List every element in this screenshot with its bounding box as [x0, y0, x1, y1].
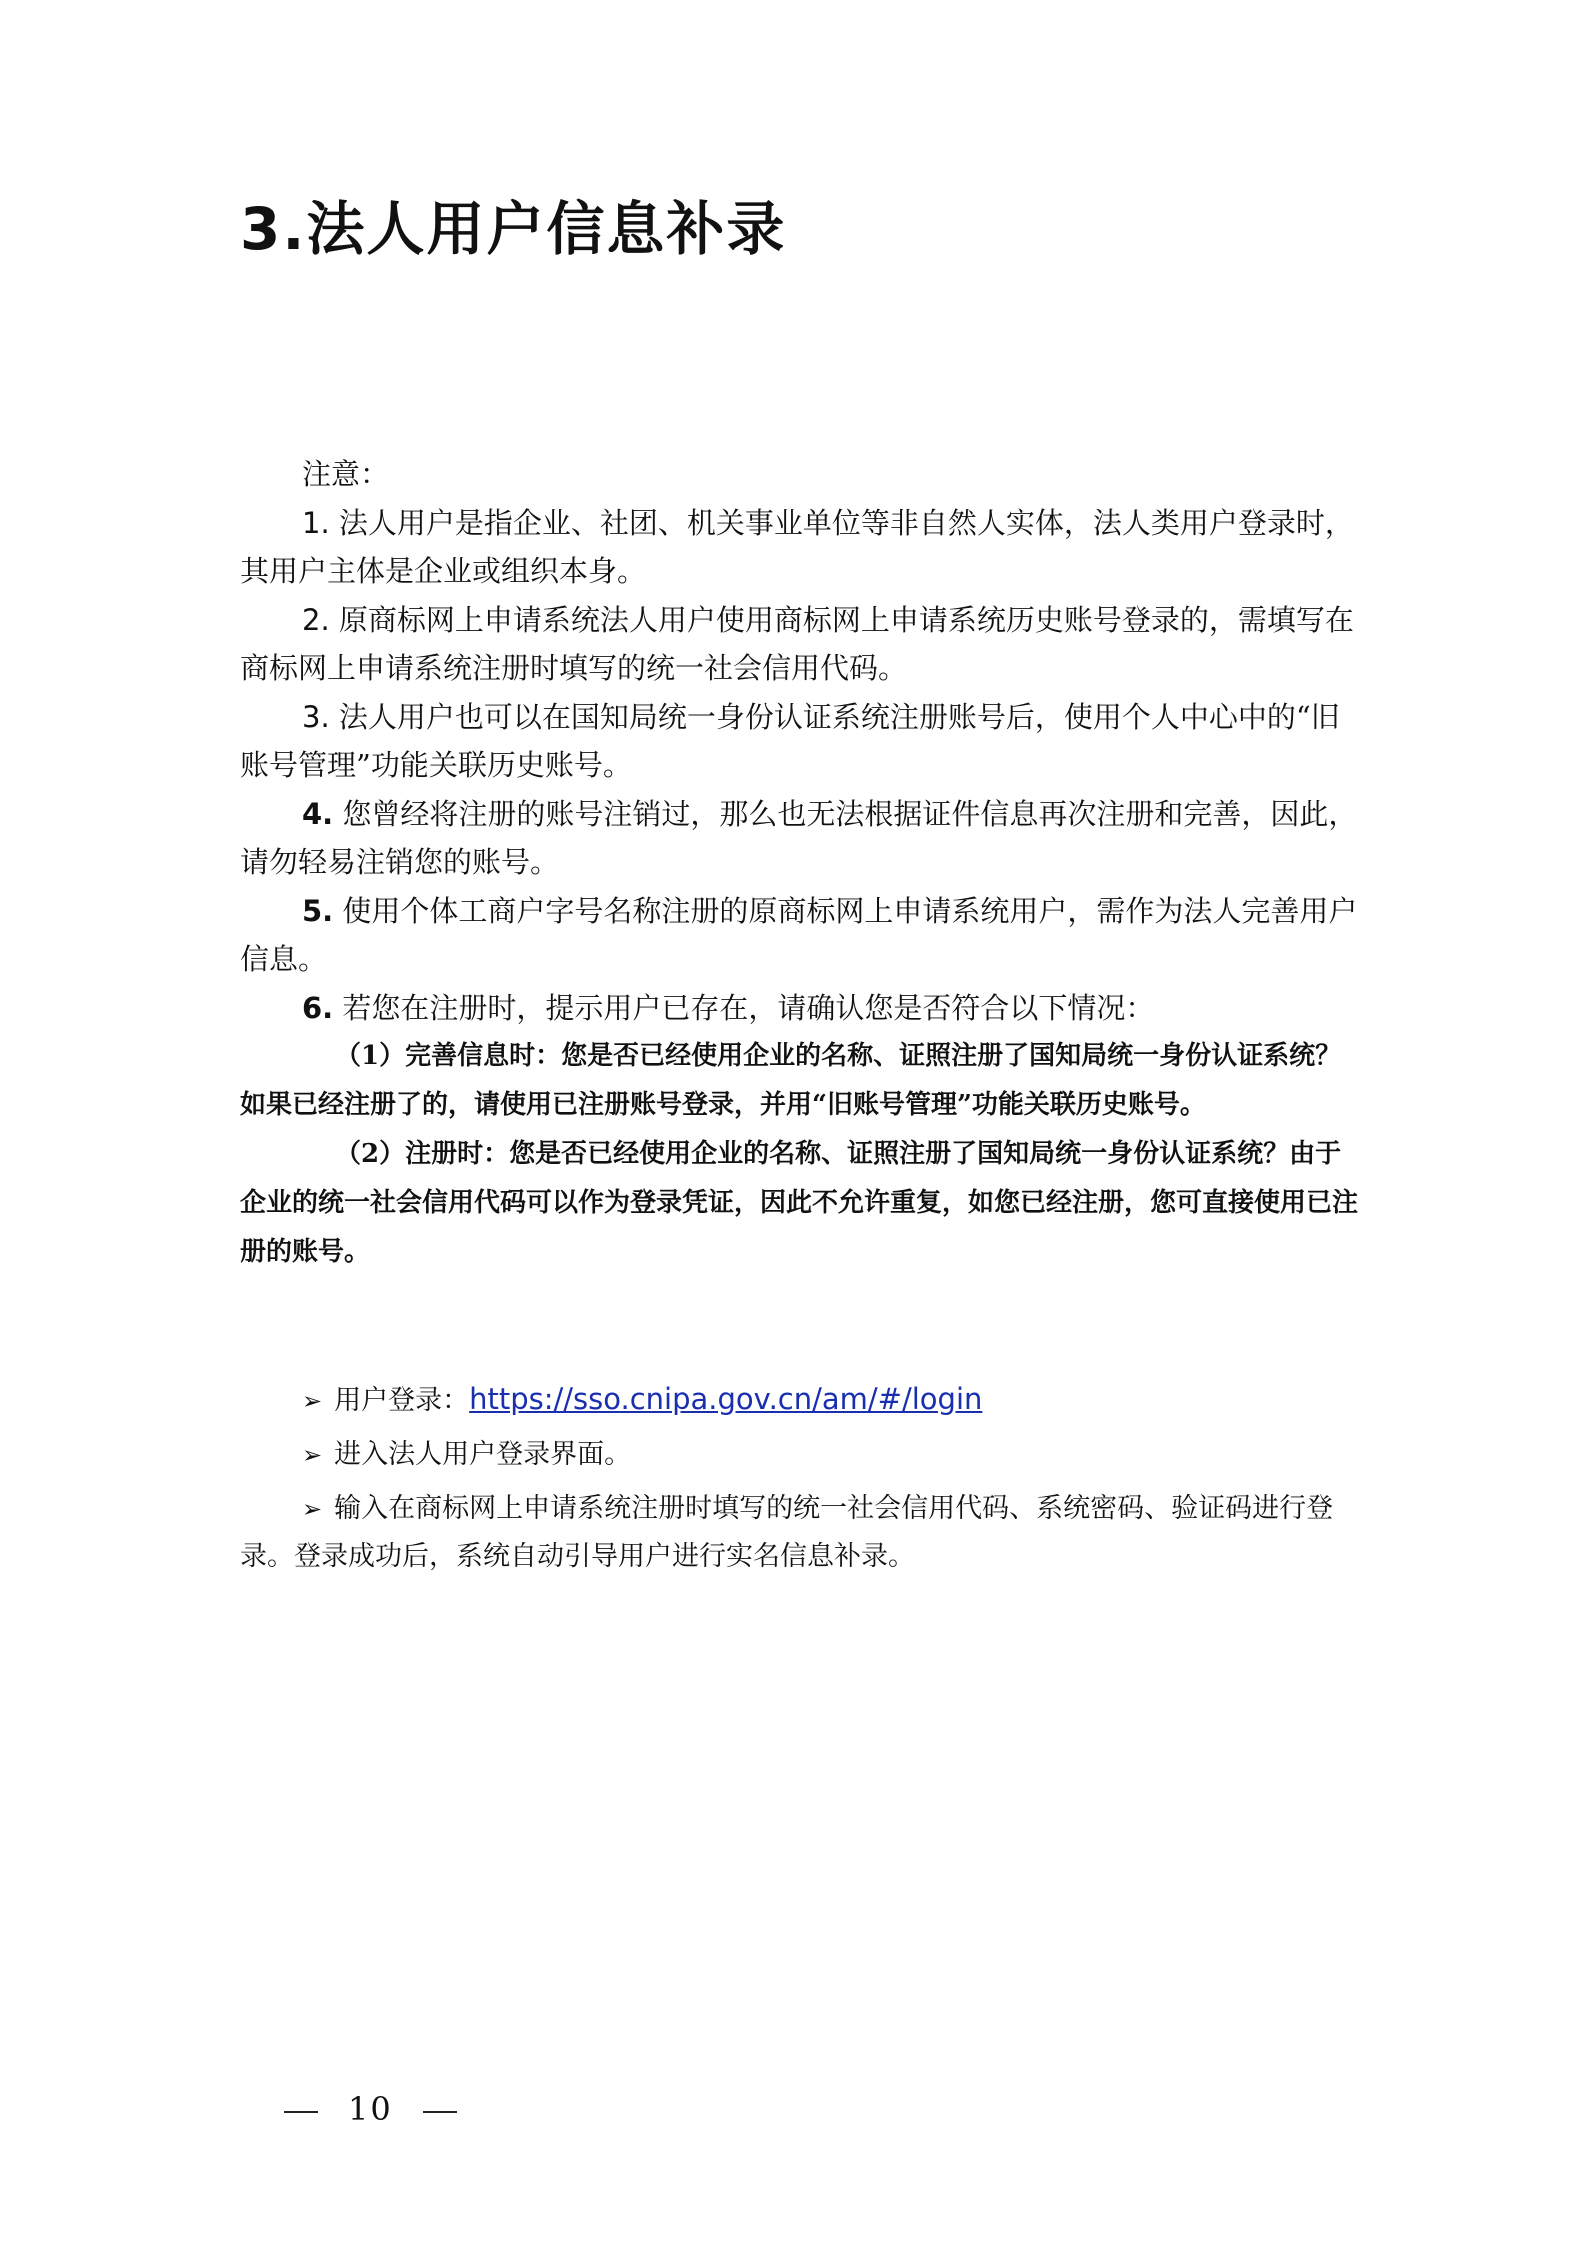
notice-heading: 注意： [302, 457, 390, 491]
page-title: 3.法人用户信息补录 [240, 195, 787, 263]
notice-item-4 [240, 790, 1360, 887]
notice-item-2 [240, 596, 1360, 693]
notice-item-6 [240, 984, 1360, 1033]
login-steps [240, 1375, 1360, 1587]
notice-subitem-number: （2） [335, 1139, 406, 1169]
notice-item-text: 原商标网上申请系统法人用户使用商标网上申请系统历史账号登录的，需填写在商标网上申请系统注册时填写的统一社会信用代码。 [240, 602, 1354, 685]
notice-subitem-1 [240, 1032, 1360, 1130]
login-url-link[interactable]: https://sso.cnipa.gov.cn/am/#/login [469, 1382, 983, 1416]
footer-dash-right [423, 2111, 457, 2113]
notice-item-text: 您曾经将注册的账号注销过，那么也无法根据证件信息再次注册和完善，因此，请勿轻易注销您的账号。 [240, 796, 1358, 879]
notice-item-3 [240, 693, 1360, 790]
notice-item-number: 1. [302, 505, 330, 540]
step-text: 输入在商标网上申请系统注册时填写的统一社会信用代码、系统密码、验证码进行登录。登录成功后，系统自动引导用户进行实名信息补录。 [240, 1493, 1334, 1572]
notice-item-5 [240, 887, 1360, 984]
notice-item-text: 法人用户是指企业、社团、机关事业单位等非自然人实体，法人类用户登录时，其用户主体是企业或组织本身。 [240, 505, 1354, 588]
notice-subitems [240, 1032, 1360, 1277]
notice-item-number: 3. [302, 699, 330, 734]
page-footer [284, 2090, 457, 2128]
notice-item-text: 使用个体工商户字号名称注册的原商标网上申请系统用户，需作为法人完善用户信息。 [240, 893, 1358, 976]
step-text: 进入法人用户登录界面。 [334, 1439, 632, 1470]
notice-item-1 [240, 499, 1360, 596]
step-login [240, 1375, 1360, 1425]
notice-item-number: 2. [302, 602, 330, 637]
step-input-credentials [240, 1485, 1360, 1581]
step-enter-login [240, 1431, 1360, 1479]
arrowhead-bullet-icon: ➢ [302, 1495, 323, 1523]
footer-dash-left [284, 2111, 318, 2113]
notice-section [240, 450, 1360, 1277]
notice-item-text: 若您在注册时，提示用户已存在，请确认您是否符合以下情况： [342, 990, 1155, 1025]
notice-subitem-2 [240, 1130, 1360, 1277]
notice-item-text: 法人用户也可以在国知局统一身份认证系统注册账号后，使用个人中心中的“旧账号管理”功能关联历史账号。 [240, 699, 1340, 782]
login-label: 用户登录： [334, 1385, 470, 1416]
arrowhead-bullet-icon: ➢ [302, 1387, 323, 1415]
arrowhead-bullet-icon: ➢ [302, 1441, 323, 1469]
notice-item-number: 6. [302, 990, 334, 1025]
page-number: 10 [348, 2090, 393, 2128]
notice-subitem-text: 注册时：您是否已经使用企业的名称、证照注册了国知局统一身份认证系统？由于企业的统一社会信用代码可以作为登录凭证，因此不允许重复，如您已经注册，您可直接使用已注册的账号。 [240, 1139, 1359, 1267]
notice-subitem-text: 完善信息时：您是否已经使用企业的名称、证照注册了国知局统一身份认证系统？如果已经注册了的，请使用已注册账号登录，并用“旧账号管理”功能关联历史账号。 [240, 1041, 1342, 1120]
notice-subitem-number: （1） [335, 1041, 406, 1071]
notice-item-number: 4. [302, 796, 334, 831]
notice-item-number: 5. [302, 893, 334, 928]
